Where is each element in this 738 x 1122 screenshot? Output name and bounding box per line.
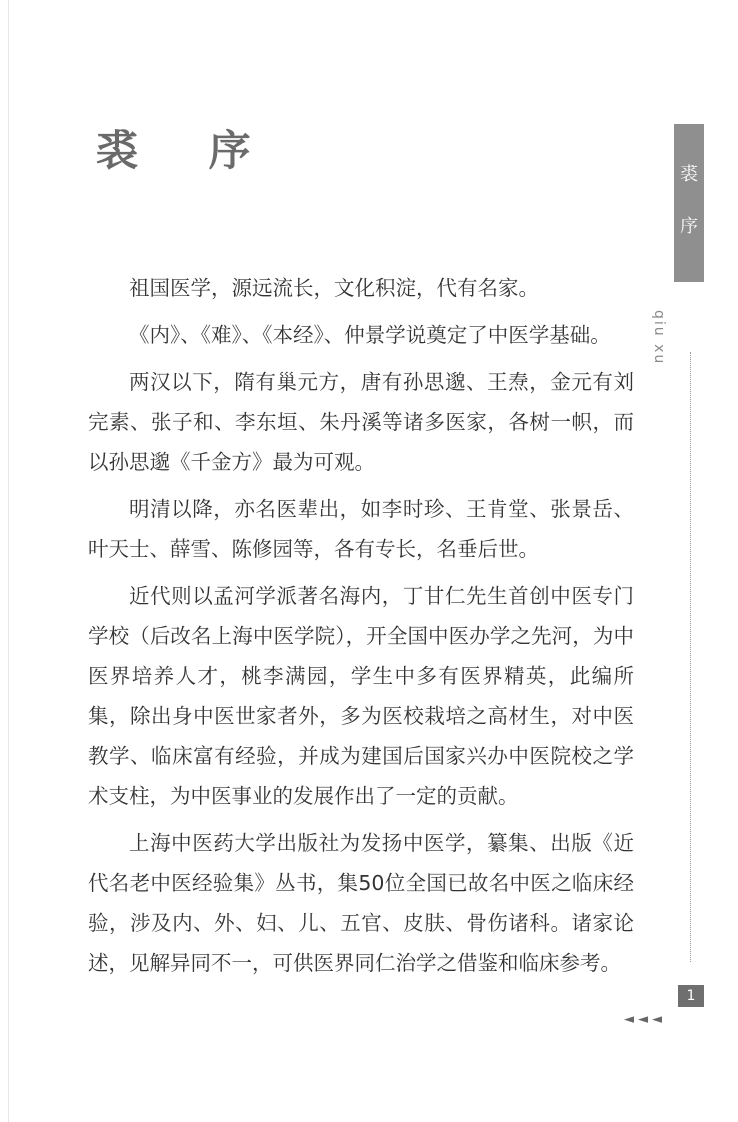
paragraph-1: 祖国医学，源远流长，文化积淀，代有名家。 bbox=[129, 276, 539, 300]
preface-body bbox=[88, 268, 634, 990]
paragraph-3: 两汉以下，隋有巢元方，唐有孙思邈、王焘，金元有刘完素、张子和、李东垣、朱丹溪等诸多医家，各树一帜，而以孙思邈《千金方》最为可观。 bbox=[88, 370, 634, 474]
paragraph-5: 近代则以孟河学派著名海内，丁甘仁先生首创中医专门学校（后改名上海中医学院），开全国中医办学之先河，为中医界培养人才，桃李满园，学生中多有医界精英，此编所集，除出身中医世家者外，多为医校栽培之高材生，对中医教学、临床富有经验，并成为建国后国家兴办中医院校之学术支柱，为中医事业的发展作出了一定的贡献。 bbox=[88, 584, 634, 808]
page-number-badge: 1 bbox=[678, 985, 704, 1007]
side-tab-char-1: 裘 bbox=[680, 164, 698, 185]
page-title: 裘 序 bbox=[96, 126, 279, 175]
paragraph-2: 《内》、《难》、《本经》、仲景学说奠定了中医学基础。 bbox=[129, 323, 611, 347]
paragraph-4: 明清以降，亦名医辈出，如李时珍、王肯堂、张景岳、叶天士、薛雪、陈修园等，各有专长，名垂后世。 bbox=[88, 497, 634, 561]
page-edge-line bbox=[8, 0, 9, 1122]
side-tab-char-2: 序 bbox=[680, 216, 698, 237]
paragraph-6: 上海中医药大学出版社为发扬中医学，纂集、出版《近代名老中医经验集》丛书，集50位全国已故名中医之临床经验，涉及内、外、妇、儿、五官、皮肤、骨伤诸科。诸家论述，见解异同不一，可供医界同仁治学之借鉴和临床参考。 bbox=[88, 831, 634, 975]
triple-arrow-left-icon: ◄◄◄ bbox=[624, 1012, 666, 1027]
section-side-tab bbox=[674, 124, 704, 282]
side-dotted-rule bbox=[690, 352, 691, 962]
side-pinyin-label: qiu xu bbox=[651, 310, 667, 366]
